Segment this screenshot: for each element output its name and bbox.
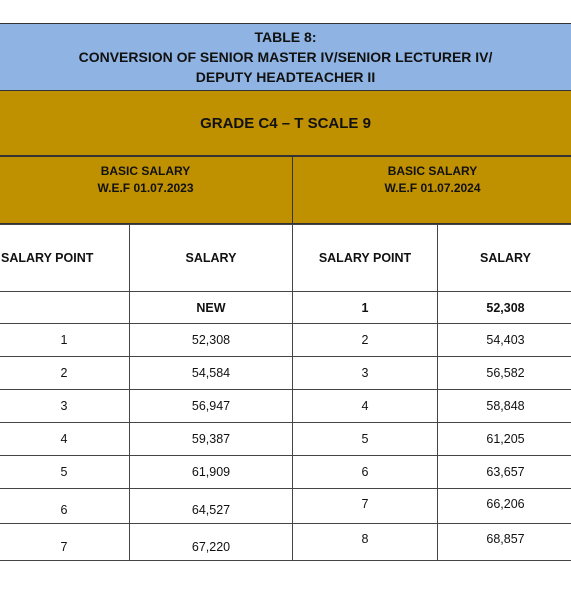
table-cell [0,292,130,324]
column-header: SALARY POINT [293,225,438,292]
table-cell: 2 [0,357,130,390]
column-header: SALARY [130,225,293,292]
table-cell: 61,205 [438,423,571,456]
table-cell: 6 [293,456,438,489]
table-row [0,390,571,423]
salary-table [0,224,571,561]
table-cell: 63,657 [438,456,571,489]
basic-salary-label: BASIC SALARY [100,164,191,178]
table-cell: 54,584 [130,357,293,390]
column-header: SALARY POINT [0,225,130,292]
table-title-line-1: CONVERSION OF SENIOR MASTER IV/SENIOR LECTURER IV/ [78,49,493,65]
table-row [0,524,571,561]
table-title-line-2: DEPUTY HEADTEACHER II [195,69,376,85]
table-cell: 8 [293,524,438,561]
salary-table-document [0,23,571,561]
table-row [0,357,571,390]
column-header: SALARY [438,225,571,292]
table-cell: 5 [293,423,438,456]
table-cell: 3 [0,390,130,423]
basic-salary-header [0,156,571,224]
table-cell: 6 [0,489,130,524]
table-row [0,489,571,524]
table-cell: 61,909 [130,456,293,489]
column-header-row [0,225,571,292]
basic-salary-2024 [293,157,571,223]
basic-salary-label: BASIC SALARY [387,164,478,178]
table-cell: 52,308 [130,324,293,357]
effective-date: W.E.F 01.07.2024 [384,181,481,195]
table-cell: 56,582 [438,357,571,390]
table-cell: 3 [293,357,438,390]
table-cell: 1 [293,292,438,324]
table-cell: 4 [0,423,130,456]
table-cell: 52,308 [438,292,571,324]
table-cell: 7 [293,489,438,524]
table-cell: 56,947 [130,390,293,423]
table-cell: 2 [293,324,438,357]
table-cell: 7 [0,524,130,561]
table-row [0,423,571,456]
table-cell: NEW [130,292,293,324]
basic-salary-2023 [0,157,293,223]
table-cell: 58,848 [438,390,571,423]
table-cell: 64,527 [130,489,293,524]
table-cell: 68,857 [438,524,571,561]
table-title-block [0,23,571,91]
table-cell: 59,387 [130,423,293,456]
table-cell: 1 [0,324,130,357]
table-number: TABLE 8: [254,29,317,45]
table-cell: 4 [293,390,438,423]
grade-banner: GRADE C4 – T SCALE 9 [0,91,571,156]
table-row [0,292,571,324]
effective-date: W.E.F 01.07.2023 [97,181,194,195]
table-row [0,324,571,357]
table-cell: 54,403 [438,324,571,357]
table-row [0,456,571,489]
table-cell: 5 [0,456,130,489]
table-cell: 67,220 [130,524,293,561]
table-cell: 66,206 [438,489,571,524]
